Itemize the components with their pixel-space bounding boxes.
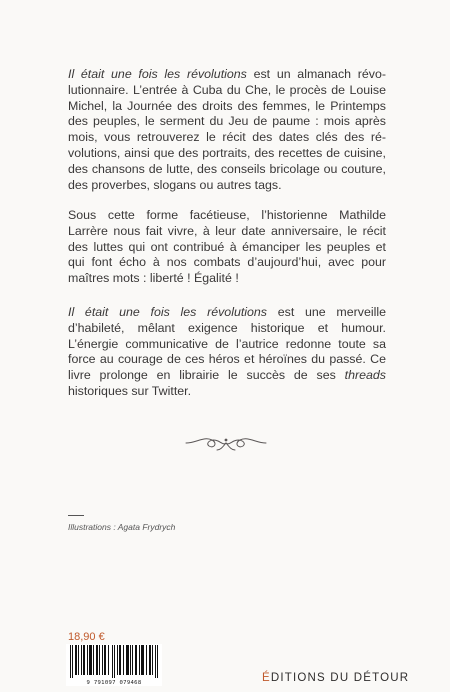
barcode-digits: 9 791097 079468 [86,680,142,686]
book-title: Il était une fois les révolutions [68,67,247,81]
barcode-bars-icon [66,644,162,678]
credit-rule [68,515,84,516]
paragraph-praise-text-b: historiques sur Twitter. [68,383,192,398]
paragraph-intro-text: est un almanach révolutionnaire. L’entrée à Cuba du Che, le procès de Louise Michel, la Journée des droits des femmes, le Printemps des peuples, le serment du Jeu de paume : mois après mois, vous retrouverez le récit des dates clés des révolutions, ainsi que des portraits, des recettes de cuisine, des chansons de lutte, des conseils bricolage ou couture, des proverbes, slogans ou autres tags. [68,67,386,192]
flourish-ornament-icon [184,432,268,454]
paragraph-intro [68,67,386,193]
threads-word: threads [344,368,386,383]
publisher-accent-letter: É [262,672,271,684]
publisher-logo [262,672,409,684]
paragraph-praise-text-a: est une merveille d’habileté, mêlant exigence historique et humour. L’énergie communicative de l’autrice redonne toute sa force au courage de ces héros et héroïnes du passé. Ce livre prolonge en librairie le succès de ses [68,305,386,383]
paragraph-praise [68,305,386,400]
barcode [66,644,162,686]
illustration-credit: Illustrations : Agata Frydrych [68,522,176,532]
paragraph-author-text: Sous cette forme facétieuse, l’historienne Mathilde Larrère nous fait vivre, à leur date anniversaire, le récit des luttes qui ont contribué à émanciper les peuples et qui font écho à nos combats d’aujourd’hui, avec pour maîtres mots : liberté ! Égalité ! [68,208,386,286]
publisher-name: DITIONS DU DÉTOUR [270,672,410,684]
paragraph-author [68,208,386,287]
price-label: 18,90 € [68,631,105,643]
book-title-2: Il était une fois les révolutions [68,305,268,319]
